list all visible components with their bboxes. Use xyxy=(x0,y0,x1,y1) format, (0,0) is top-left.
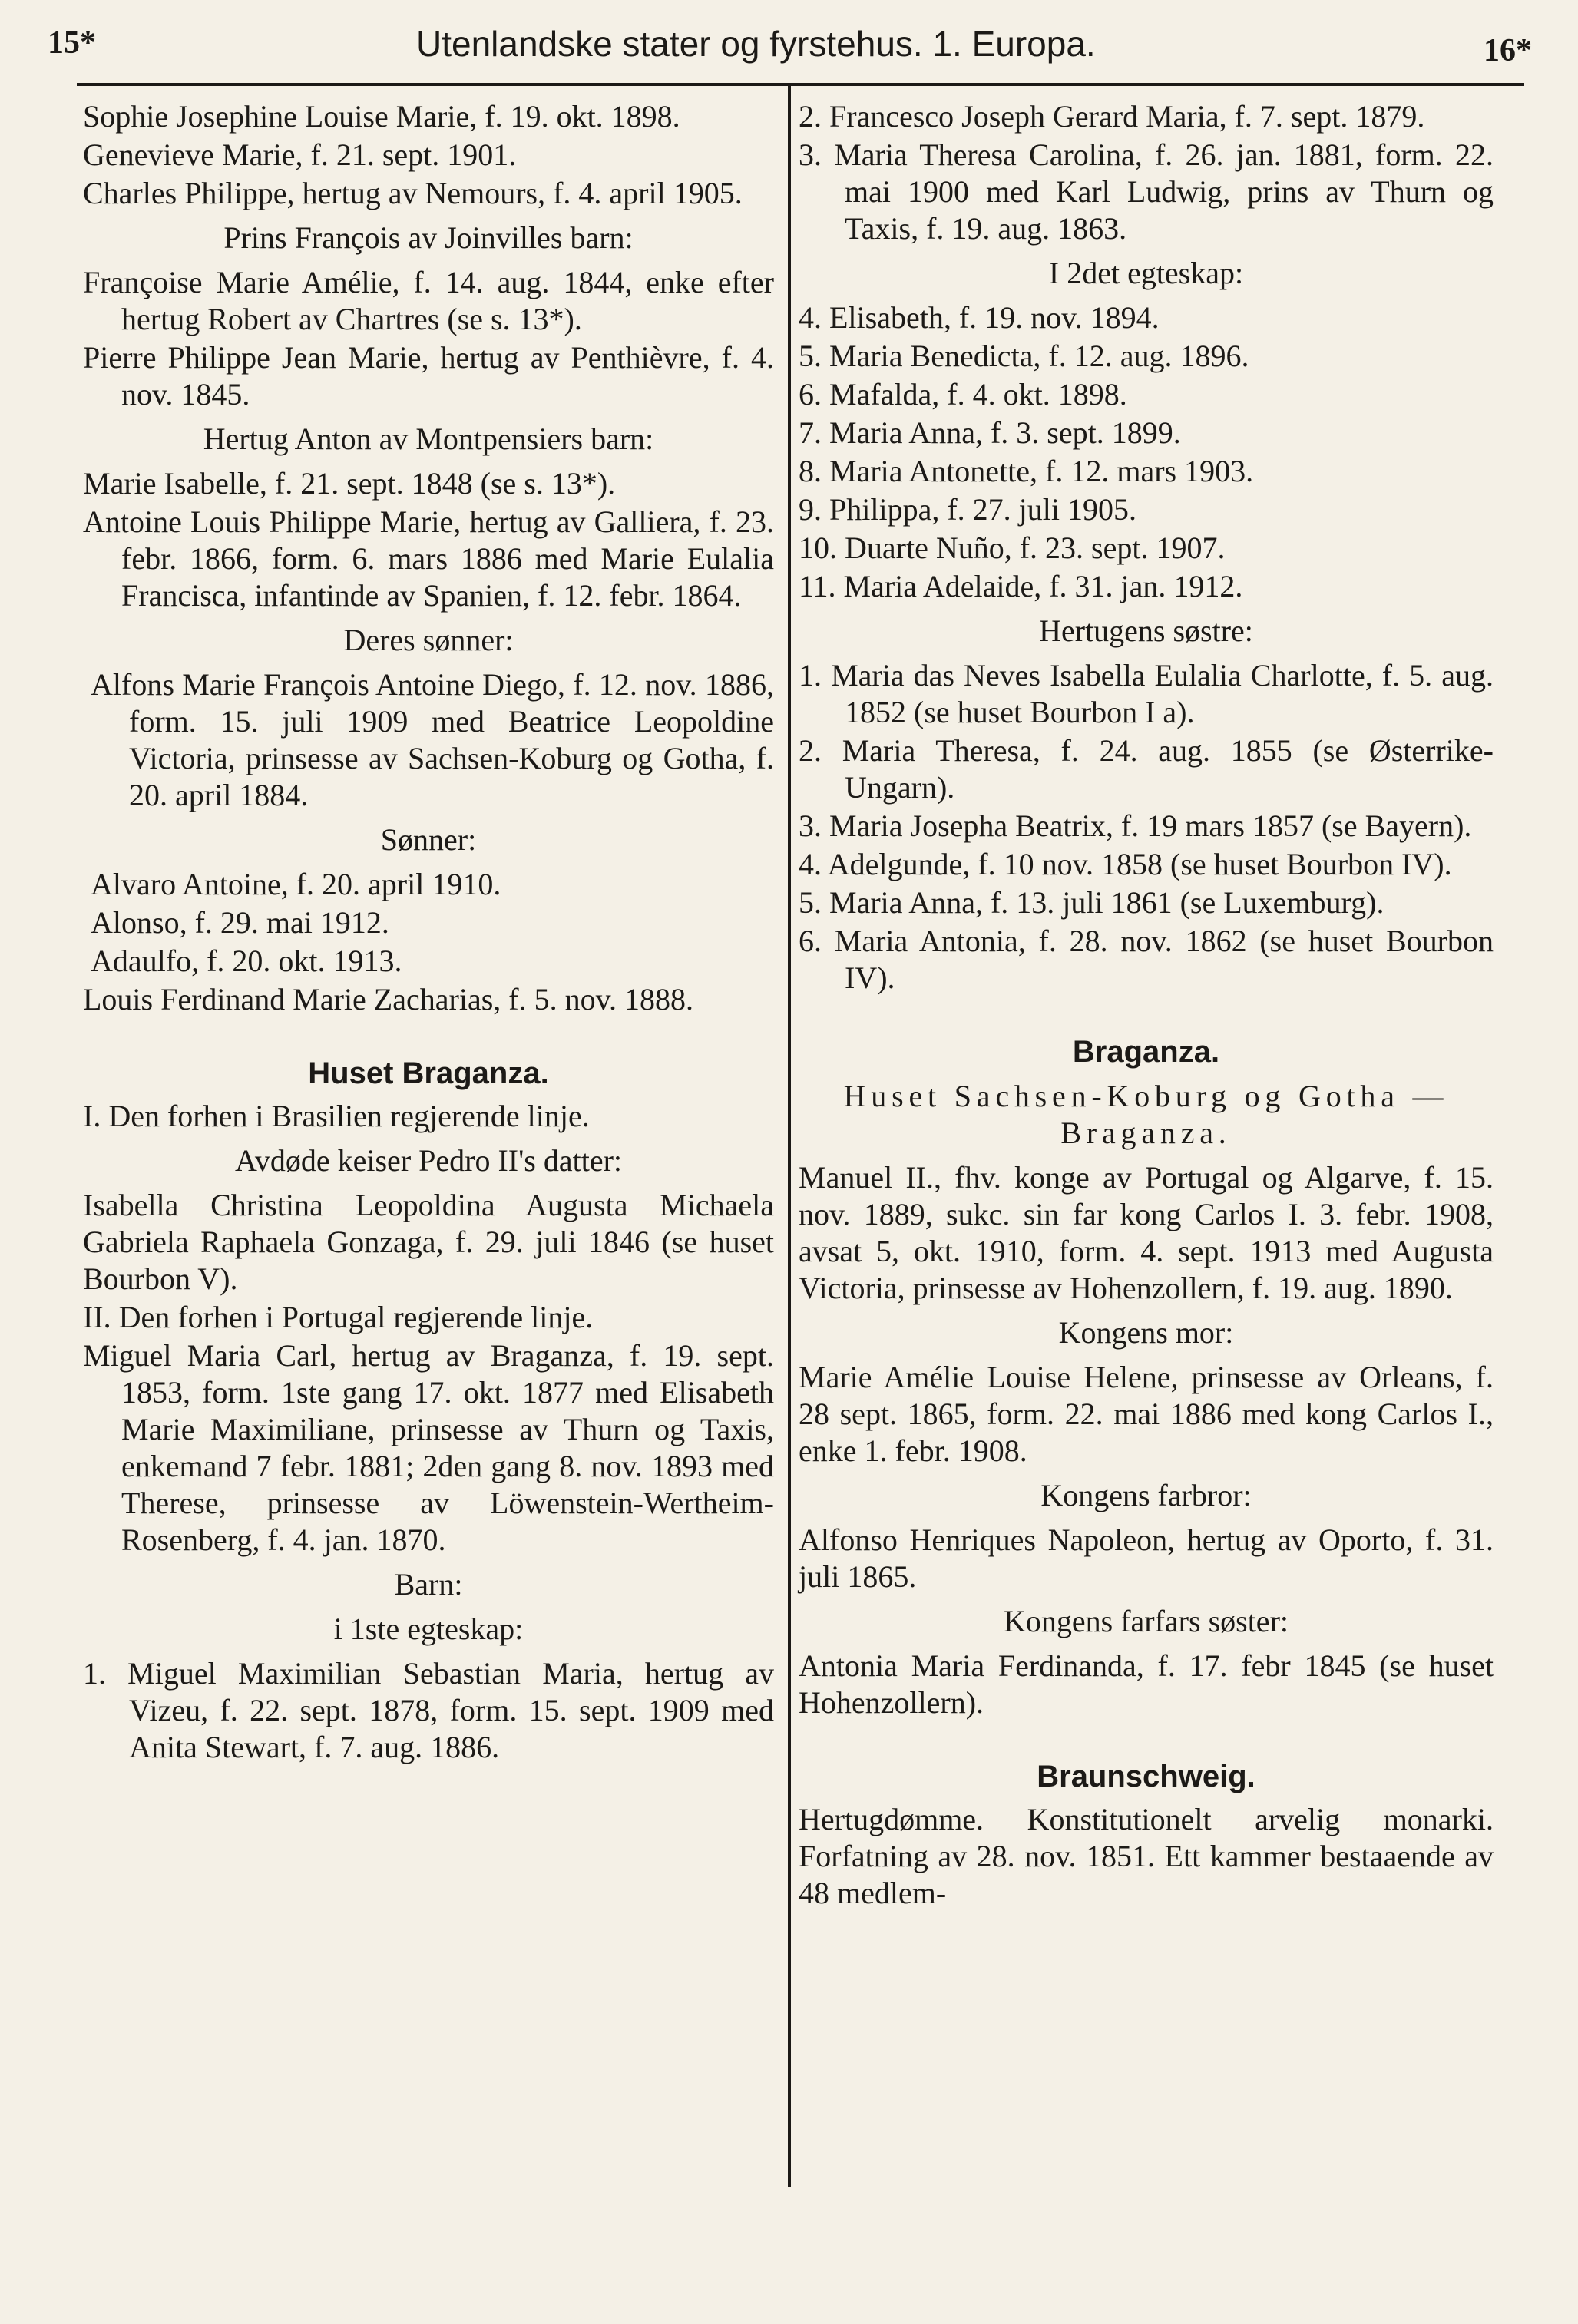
subheading: Hertug Anton av Montpensiers barn: xyxy=(203,421,654,456)
entry: Sophie Josephine Louise Marie, f. 19. okt. 1898. xyxy=(83,99,680,134)
numbered-entry: 3. Maria Josepha Beatrix, f. 19 mars 1857 (se Bayern). xyxy=(799,808,1472,843)
entry: Adaulfo, f. 20. okt. 1913. xyxy=(91,944,402,978)
left-column xyxy=(83,98,774,1767)
numbered-entry: 4. Adelgunde, f. 10 nov. 1858 (se huset Bourbon IV). xyxy=(799,847,1452,881)
entry: Louis Ferdinand Marie Zacharias, f. 5. nov. 1888. xyxy=(83,982,693,1017)
subheading: i 1ste egteskap: xyxy=(333,1612,524,1646)
entry: Miguel Maria Carl, hertug av Braganza, f. 19. sept. 1853, form. 1ste gang 17. okt. 1877 med Elisabeth Marie Maximiliane, prinsesse av Thurn og Taxis, enkemand 7 febr. 1881; 2den gang 8. nov. 1893 med Therese, prinsesse av Löwenstein-Wertheim-Rosenberg, f. 4. jan. 1870. xyxy=(83,1338,774,1557)
numbered-entry: 9. Philippa, f. 27. juli 1905. xyxy=(799,492,1136,527)
entry: Marie Amélie Louise Helene, prinsesse av Orleans, f. 28 sept. 1865, form. 22. mai 1886 med kong Carlos I., enke 1. febr. 1908. xyxy=(799,1360,1494,1468)
numbered-entry: 7. Maria Anna, f. 3. sept. 1899. xyxy=(799,415,1181,450)
entry: Alfons Marie François Antoine Diego, f. 12. nov. 1886, form. 15. juli 1909 med Beatrice Leopoldine Victoria, prinsesse av Sachsen-Koburg og Gotha, f. 20. april 1884. xyxy=(91,667,774,812)
header-rule xyxy=(77,83,1524,86)
entry: Alfonso Henriques Napoleon, hertug av Oporto, f. 31. juli 1865. xyxy=(799,1522,1494,1594)
subheading: Deres sønner: xyxy=(343,623,514,657)
numbered-entry: 8. Maria Antonette, f. 12. mars 1903. xyxy=(799,454,1254,488)
subheading: Hertugens søstre: xyxy=(1039,613,1253,648)
section-heading: Braganza. xyxy=(1072,1035,1220,1069)
right-column xyxy=(799,98,1494,1913)
entry: Manuel II., fhv. konge av Portugal og Algarve, f. 15. nov. 1889, sukc. sin far kong Carlos I. 3. febr. 1908, avsat 5, okt. 1910, form. 4. sept. 1913 med Augusta Victoria, prinsesse av Hohenzollern, f. 19. aug. 1890. xyxy=(799,1160,1494,1305)
running-header xyxy=(48,17,1532,71)
numbered-entry: 5. Maria Anna, f. 13. juli 1861 (se Luxemburg). xyxy=(799,885,1384,920)
entry: Alonso, f. 29. mai 1912. xyxy=(91,905,389,940)
numbered-entry: 6. Maria Antonia, f. 28. nov. 1862 (se huset Bourbon IV). xyxy=(799,924,1494,995)
entry: Pierre Philippe Jean Marie, hertug av Penthièvre, f. 4. nov. 1845. xyxy=(83,340,774,412)
subheading: Huset Sachsen-Koburg og Gotha —Braganza. xyxy=(843,1079,1449,1150)
numbered-entry: 3. Maria Theresa Carolina, f. 26. jan. 1881, form. 22. mai 1900 med Karl Ludwig, prins av Thurn og Taxis, f. 19. aug. 1863. xyxy=(799,137,1494,246)
subheading: Prins François av Joinvilles barn: xyxy=(223,220,634,255)
entry: Hertugdømme. Konstitutionelt arvelig monarki. Forfatning av 28. nov. 1851. Ett kammer bestaaende av 48 medlem- xyxy=(799,1802,1494,1910)
numbered-entry: 10. Duarte Nuño, f. 23. sept. 1907. xyxy=(799,531,1226,565)
numbered-entry: 4. Elisabeth, f. 19. nov. 1894. xyxy=(799,300,1160,335)
section-heading: Braunschweig. xyxy=(1037,1760,1255,1793)
subheading: Avdøde keiser Pedro II's datter: xyxy=(234,1143,623,1178)
numbered-entry: 2. Francesco Joseph Gerard Maria, f. 7. sept. 1879. xyxy=(799,99,1425,134)
subheading: Kongens farbror: xyxy=(1040,1478,1252,1512)
entry: Antoine Louis Philippe Marie, hertug av Galliera, f. 23. febr. 1866, form. 6. mars 1886 med Marie Eulalia Francisca, infantinde av Spanien, f. 12. febr. 1864. xyxy=(83,504,774,613)
numbered-entry: 1. Miguel Maximilian Sebastian Maria, hertug av Vizeu, f. 22. sept. 1878, form. 15. sept. 1909 med Anita Stewart, f. 7. aug. 1886. xyxy=(83,1656,774,1764)
page-number-left: 15* xyxy=(48,25,96,61)
entry: Genevieve Marie, f. 21. sept. 1901. xyxy=(83,137,517,172)
line-heading: II. Den forhen i Portugal regjerende linje. xyxy=(83,1300,594,1334)
entry: Isabella Christina Leopoldina Augusta Michaela Gabriela Raphaela Gonzaga, f. 29. juli 1846 (se huset Bourbon V). xyxy=(83,1188,774,1296)
subheading: Sønner: xyxy=(380,822,477,857)
subheading: Kongens mor: xyxy=(1058,1315,1234,1350)
entry: Charles Philippe, hertug av Nemours, f. 4. april 1905. xyxy=(83,176,743,210)
entry: Alvaro Antoine, f. 20. april 1910. xyxy=(91,867,501,901)
numbered-entry: 11. Maria Adelaide, f. 31. jan. 1912. xyxy=(799,569,1243,603)
numbered-entry: 6. Mafalda, f. 4. okt. 1898. xyxy=(799,377,1127,412)
numbered-entry: 2. Maria Theresa, f. 24. aug. 1855 (se Østerrike-Ungarn). xyxy=(799,733,1494,805)
page-number-right: 16* xyxy=(1484,33,1532,68)
entry: Françoise Marie Amélie, f. 14. aug. 1844, enke efter hertug Robert av Chartres (se s. 13*). xyxy=(83,265,774,336)
numbered-entry: 1. Maria das Neves Isabella Eulalia Charlotte, f. 5. aug. 1852 (se huset Bourbon I a). xyxy=(799,658,1494,729)
subheading: Kongens farfars søster: xyxy=(1004,1604,1289,1638)
subheading: Barn: xyxy=(394,1567,463,1602)
numbered-entry: 5. Maria Benedicta, f. 12. aug. 1896. xyxy=(799,339,1249,373)
subheading: I 2det egteskap: xyxy=(1048,256,1244,290)
running-title: Utenlandske stater og fyrstehus. 1. Europa. xyxy=(416,24,1096,64)
column-divider xyxy=(788,84,791,2187)
entry: Antonia Maria Ferdinanda, f. 17. febr 1845 (se huset Hohenzollern). xyxy=(799,1648,1494,1720)
line-heading: I. Den forhen i Brasilien regjerende linje. xyxy=(83,1099,590,1133)
section-heading: Huset Braganza. xyxy=(308,1056,549,1090)
entry: Marie Isabelle, f. 21. sept. 1848 (se s. 13*). xyxy=(83,466,616,501)
